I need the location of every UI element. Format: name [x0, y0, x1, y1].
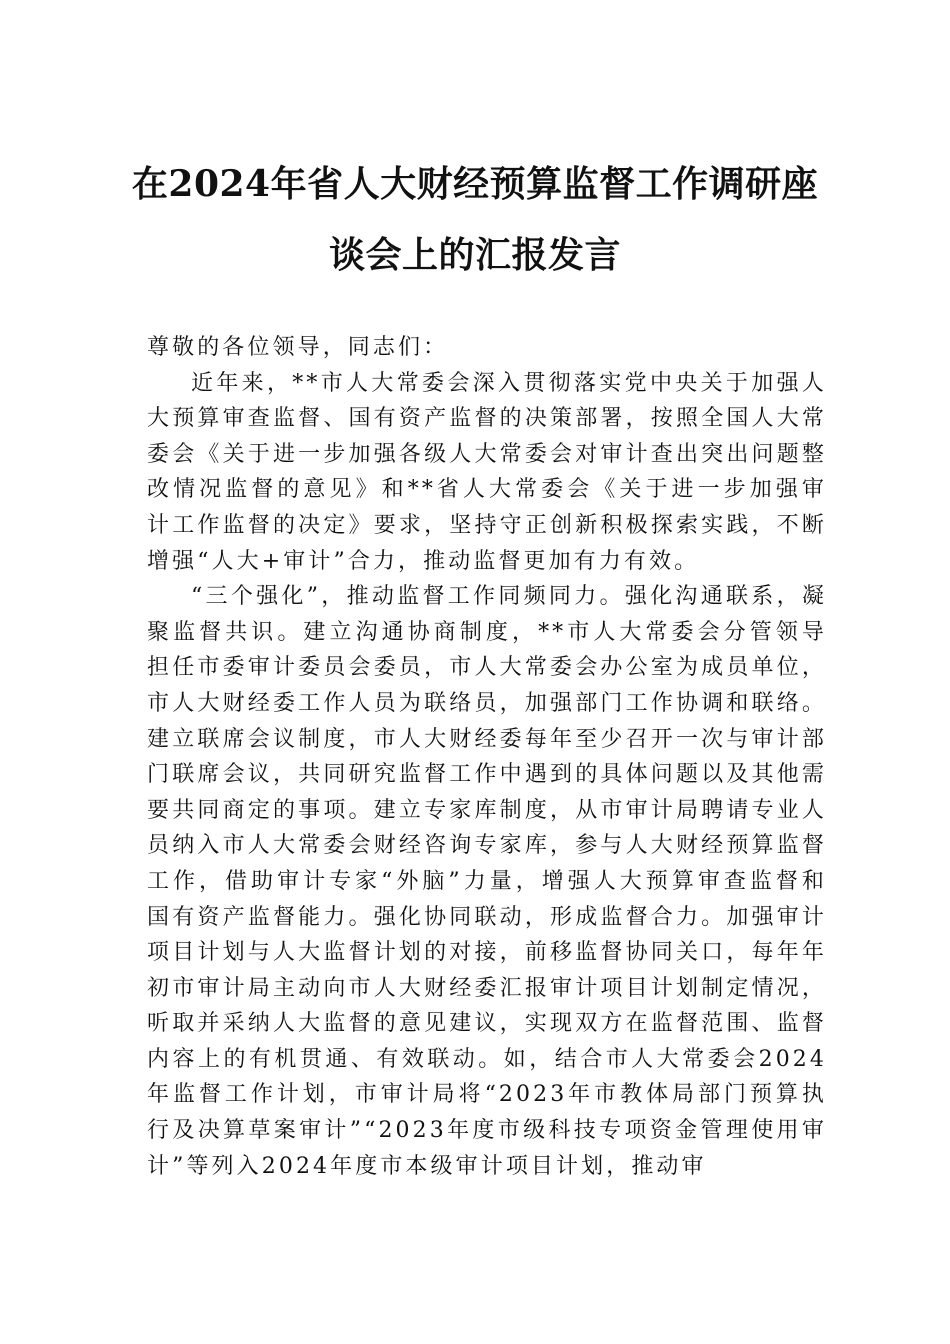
- paragraph-1: 近年来，**市人大常委会深入贯彻落实党中央关于加强人大预算审查监督、国有资产监督的决策部署，按照全国人大常委会《关于进一步加强各级人大常委会对审计查出突出问题整改情况监督的意见》和**省人大常委会《关于进一步加强审计工作监督的决定》要求，坚持守正创新积极探索实践，不断增强“人大+审计”合力，推动监督更加有力有效。: [147, 370, 827, 574]
- document-title-line-2: 谈会上的汇报发言: [328, 234, 621, 276]
- paragraph-2: “三个强化”，推动监督工作同频同力。强化沟通联系，凝聚监督共识。建立沟通协商制度，**市人大常委会分管领导担任市委审计委员会委员，市人大常委会办公室为成员单位，市人大财经委工作人员为联络员，加强部门工作协调和联络。建立联席会议制度，市人大财经委每年至少召开一次与审计部门联席会议，共同研究监督工作中遇到的具体问题以及其他需要共同商定的事项。建立专家库制度，从市审计局聘请专业人员纳入市人大常委会财经咨询专家库，参与人大财经预算监督工作，借助审计专家“外脑”力量，增强人大预算审查监督和国有资产监督能力。强化协同联动，形成监督合力。加强审计项目计划与人大监督计划的对接，前移监督协同关口，每年年初市审计局主动向市人大财经委汇报审计项目计划制定情况，听取并采纳人大监督的意见建议，实现双方在监督范围、监督内容上的有机贯通、有效联动。如，结合市人大常委会2024年监督工作计划，市审计局将“2023年市教体局部门预算执行及决算草案审计”“2023年度市级科技专项资金管理使用审计”等列入2024年度市本级审计项目计划，推动审: [147, 584, 827, 1179]
- salutation: 尊敬的各位领导，同志们：: [147, 335, 449, 360]
- document-body: [147, 330, 827, 1184]
- document-title-line-1: 在2024年省人大财经预算监督工作调研座: [131, 163, 819, 205]
